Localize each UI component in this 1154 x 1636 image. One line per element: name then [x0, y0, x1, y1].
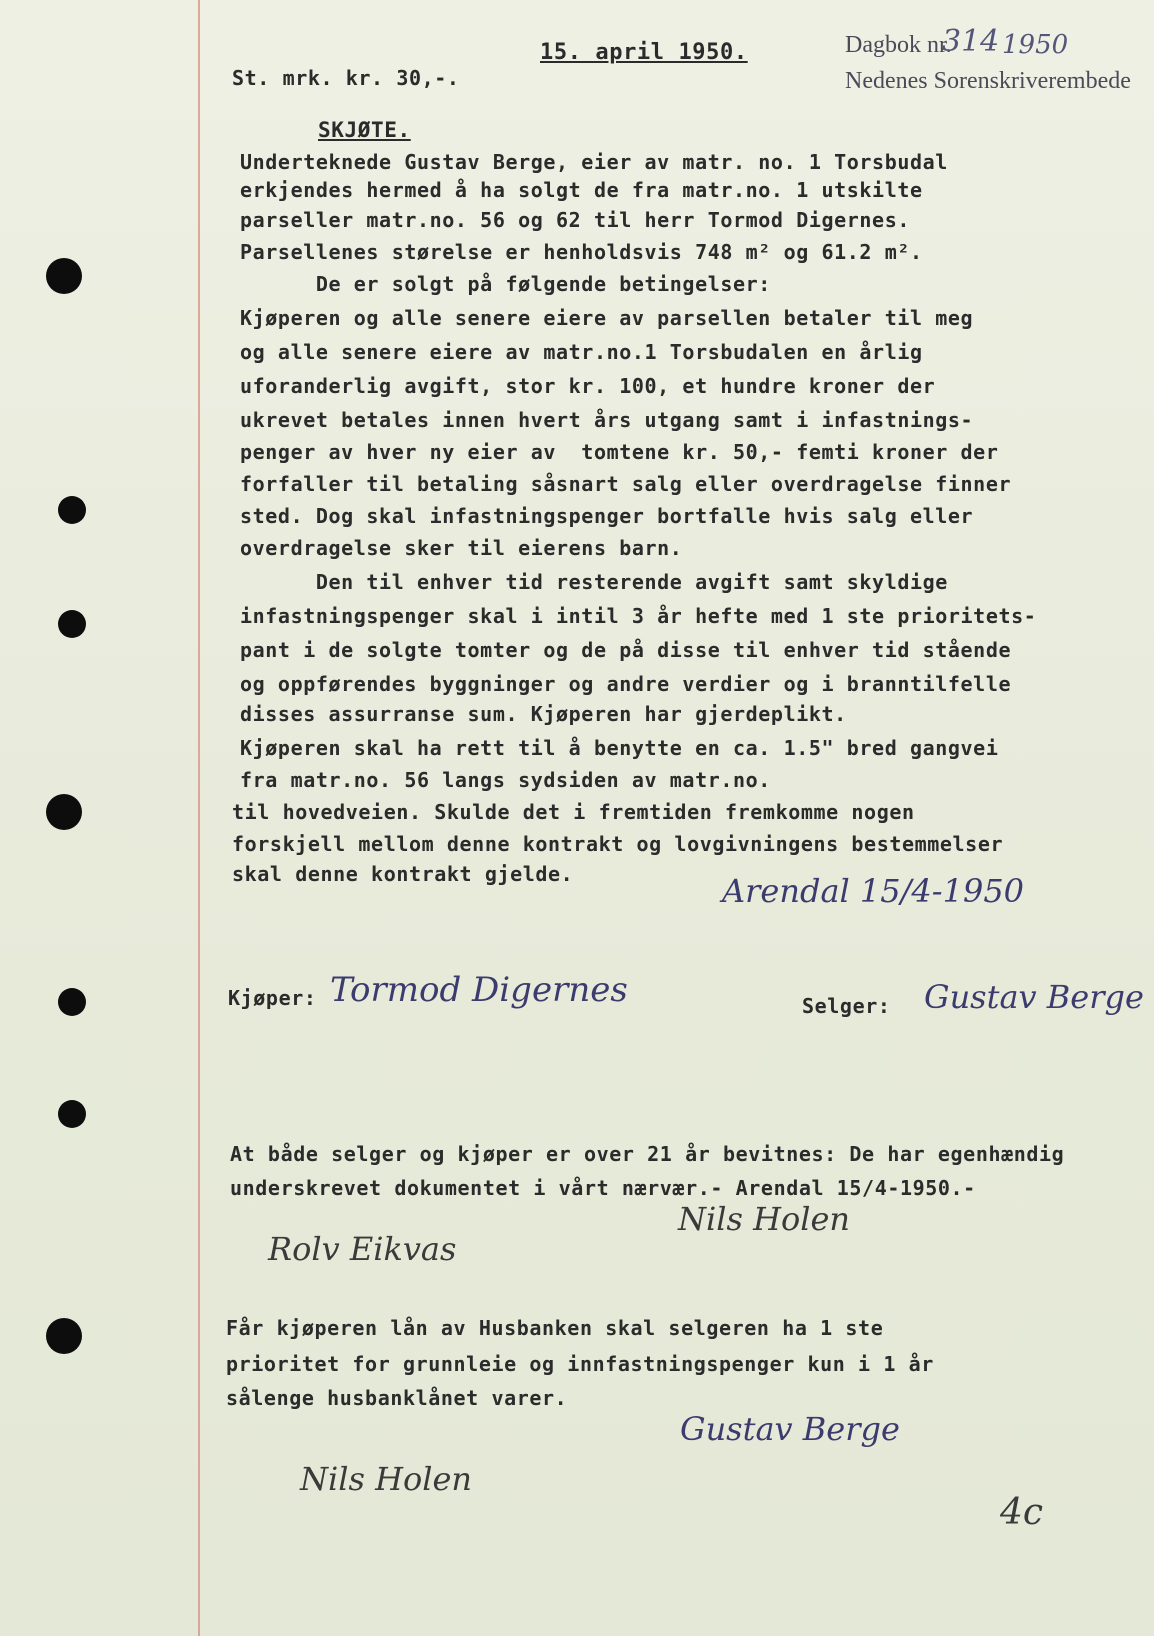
witness-signature: Rolv Eikvas: [268, 1230, 457, 1268]
body-line: penger av hver ny eier av tomtene kr. 50,- femti kroner der: [240, 440, 999, 464]
punch-hole: [58, 496, 86, 524]
body-line: Parsellenes størelse er henholdsvis 748 m² og 61.2 m².: [240, 240, 923, 264]
body-line: Kjøperen og alle senere eiere av parsellen betaler til meg: [240, 306, 974, 330]
body-line: pant i de solgte tomter og de på disse til enhver tid stående: [240, 638, 1012, 662]
body-line: overdragelse sker til eierens barn.: [240, 536, 683, 560]
witness-signature: Nils Holen: [678, 1200, 851, 1238]
body-line: til hovedveien. Skulde det i fremtiden fremkomme nogen: [232, 800, 915, 824]
body-line: skal denne kontrakt gjelde.: [232, 862, 574, 886]
punch-hole: [46, 1318, 82, 1354]
margin-rule: [198, 0, 200, 1636]
body-line: infastningspenger skal i intil 3 år hefte med 1 ste prioritets-: [240, 604, 1037, 628]
buyer-label: Kjøper:: [228, 986, 317, 1010]
addendum-line: prioritet for grunnleie og innfastningspenger kun i 1 år: [226, 1352, 934, 1376]
buyer-signature: Tormod Digernes: [330, 970, 628, 1010]
punch-hole: [58, 610, 86, 638]
office-stamp: Nedenes Sorenskriverembede: [845, 68, 1131, 94]
body-line: fra matr.no. 56 langs sydsiden av matr.no.: [240, 768, 771, 792]
body-line: ukrevet betales innen hvert års utgang samt i infastnings-: [240, 408, 974, 432]
punch-hole: [58, 988, 86, 1016]
corner-mark: 4c: [1000, 1492, 1044, 1533]
body-line: forskjell mellom denne kontrakt og lovgivningens bestemmelser: [232, 832, 1004, 856]
body-line: disses assurranse sum. Kjøperen har gjerdeplikt.: [240, 702, 847, 726]
seller-signature: Gustav Berge: [924, 978, 1144, 1016]
addendum-line: Får kjøperen lån av Husbanken skal selgeren ha 1 ste: [226, 1316, 884, 1340]
body-line: Kjøperen skal ha rett til å benytte en ca. 1.5" bred gangvei: [240, 736, 999, 760]
body-line: sted. Dog skal infastningspenger bortfalle hvis salg eller: [240, 504, 974, 528]
body-line: parseller matr.no. 56 og 62 til herr Tormod Digernes.: [240, 208, 910, 232]
body-line: Underteknede Gustav Berge, eier av matr. no. 1 Torsbudal: [240, 150, 948, 174]
addendum-seller-signature: Gustav Berge: [680, 1410, 900, 1448]
punch-hole: [46, 794, 82, 830]
body-line: De er solgt på følgende betingelser:: [240, 272, 771, 296]
witness-line: underskrevet dokumentet i vårt nærvær.- Arendal 15/4-1950.-: [230, 1176, 976, 1200]
addendum-witness-signature: Nils Holen: [300, 1460, 473, 1498]
addendum-line: sålenge husbanklånet varer.: [226, 1386, 568, 1410]
witness-line: At både selger og kjøper er over 21 år bevitnes: De har egenhændig: [230, 1142, 1065, 1166]
body-line: uforanderlig avgift, stor kr. 100, et hundre kroner der: [240, 374, 936, 398]
body-line: og alle senere eiere av matr.no.1 Torsbudalen en årlig: [240, 340, 923, 364]
document-date: 15. april 1950.: [540, 40, 748, 65]
body-line: og oppførendes byggninger og andre verdier og i branntilfelle: [240, 672, 1012, 696]
dagbok-number: 314: [942, 24, 1000, 59]
body-line: forfaller til betaling såsnart salg eller overdragelse finner: [240, 472, 1012, 496]
body-line: Den til enhver tid resterende avgift samt skyldige: [240, 570, 948, 594]
stamp-duty: St. mrk. kr. 30,-.: [232, 66, 460, 90]
dagbok-label: Dagbok nr.: [845, 32, 952, 58]
punch-hole: [46, 258, 82, 294]
place-date-signature: Arendal 15/4-1950: [722, 872, 1025, 910]
seller-label: Selger:: [802, 994, 891, 1018]
document-title: SKJØTE.: [318, 118, 411, 142]
punch-hole: [58, 1100, 86, 1128]
dagbok-year: 1950: [1002, 30, 1069, 60]
body-line: erkjendes hermed å ha solgt de fra matr.no. 1 utskilte: [240, 178, 923, 202]
